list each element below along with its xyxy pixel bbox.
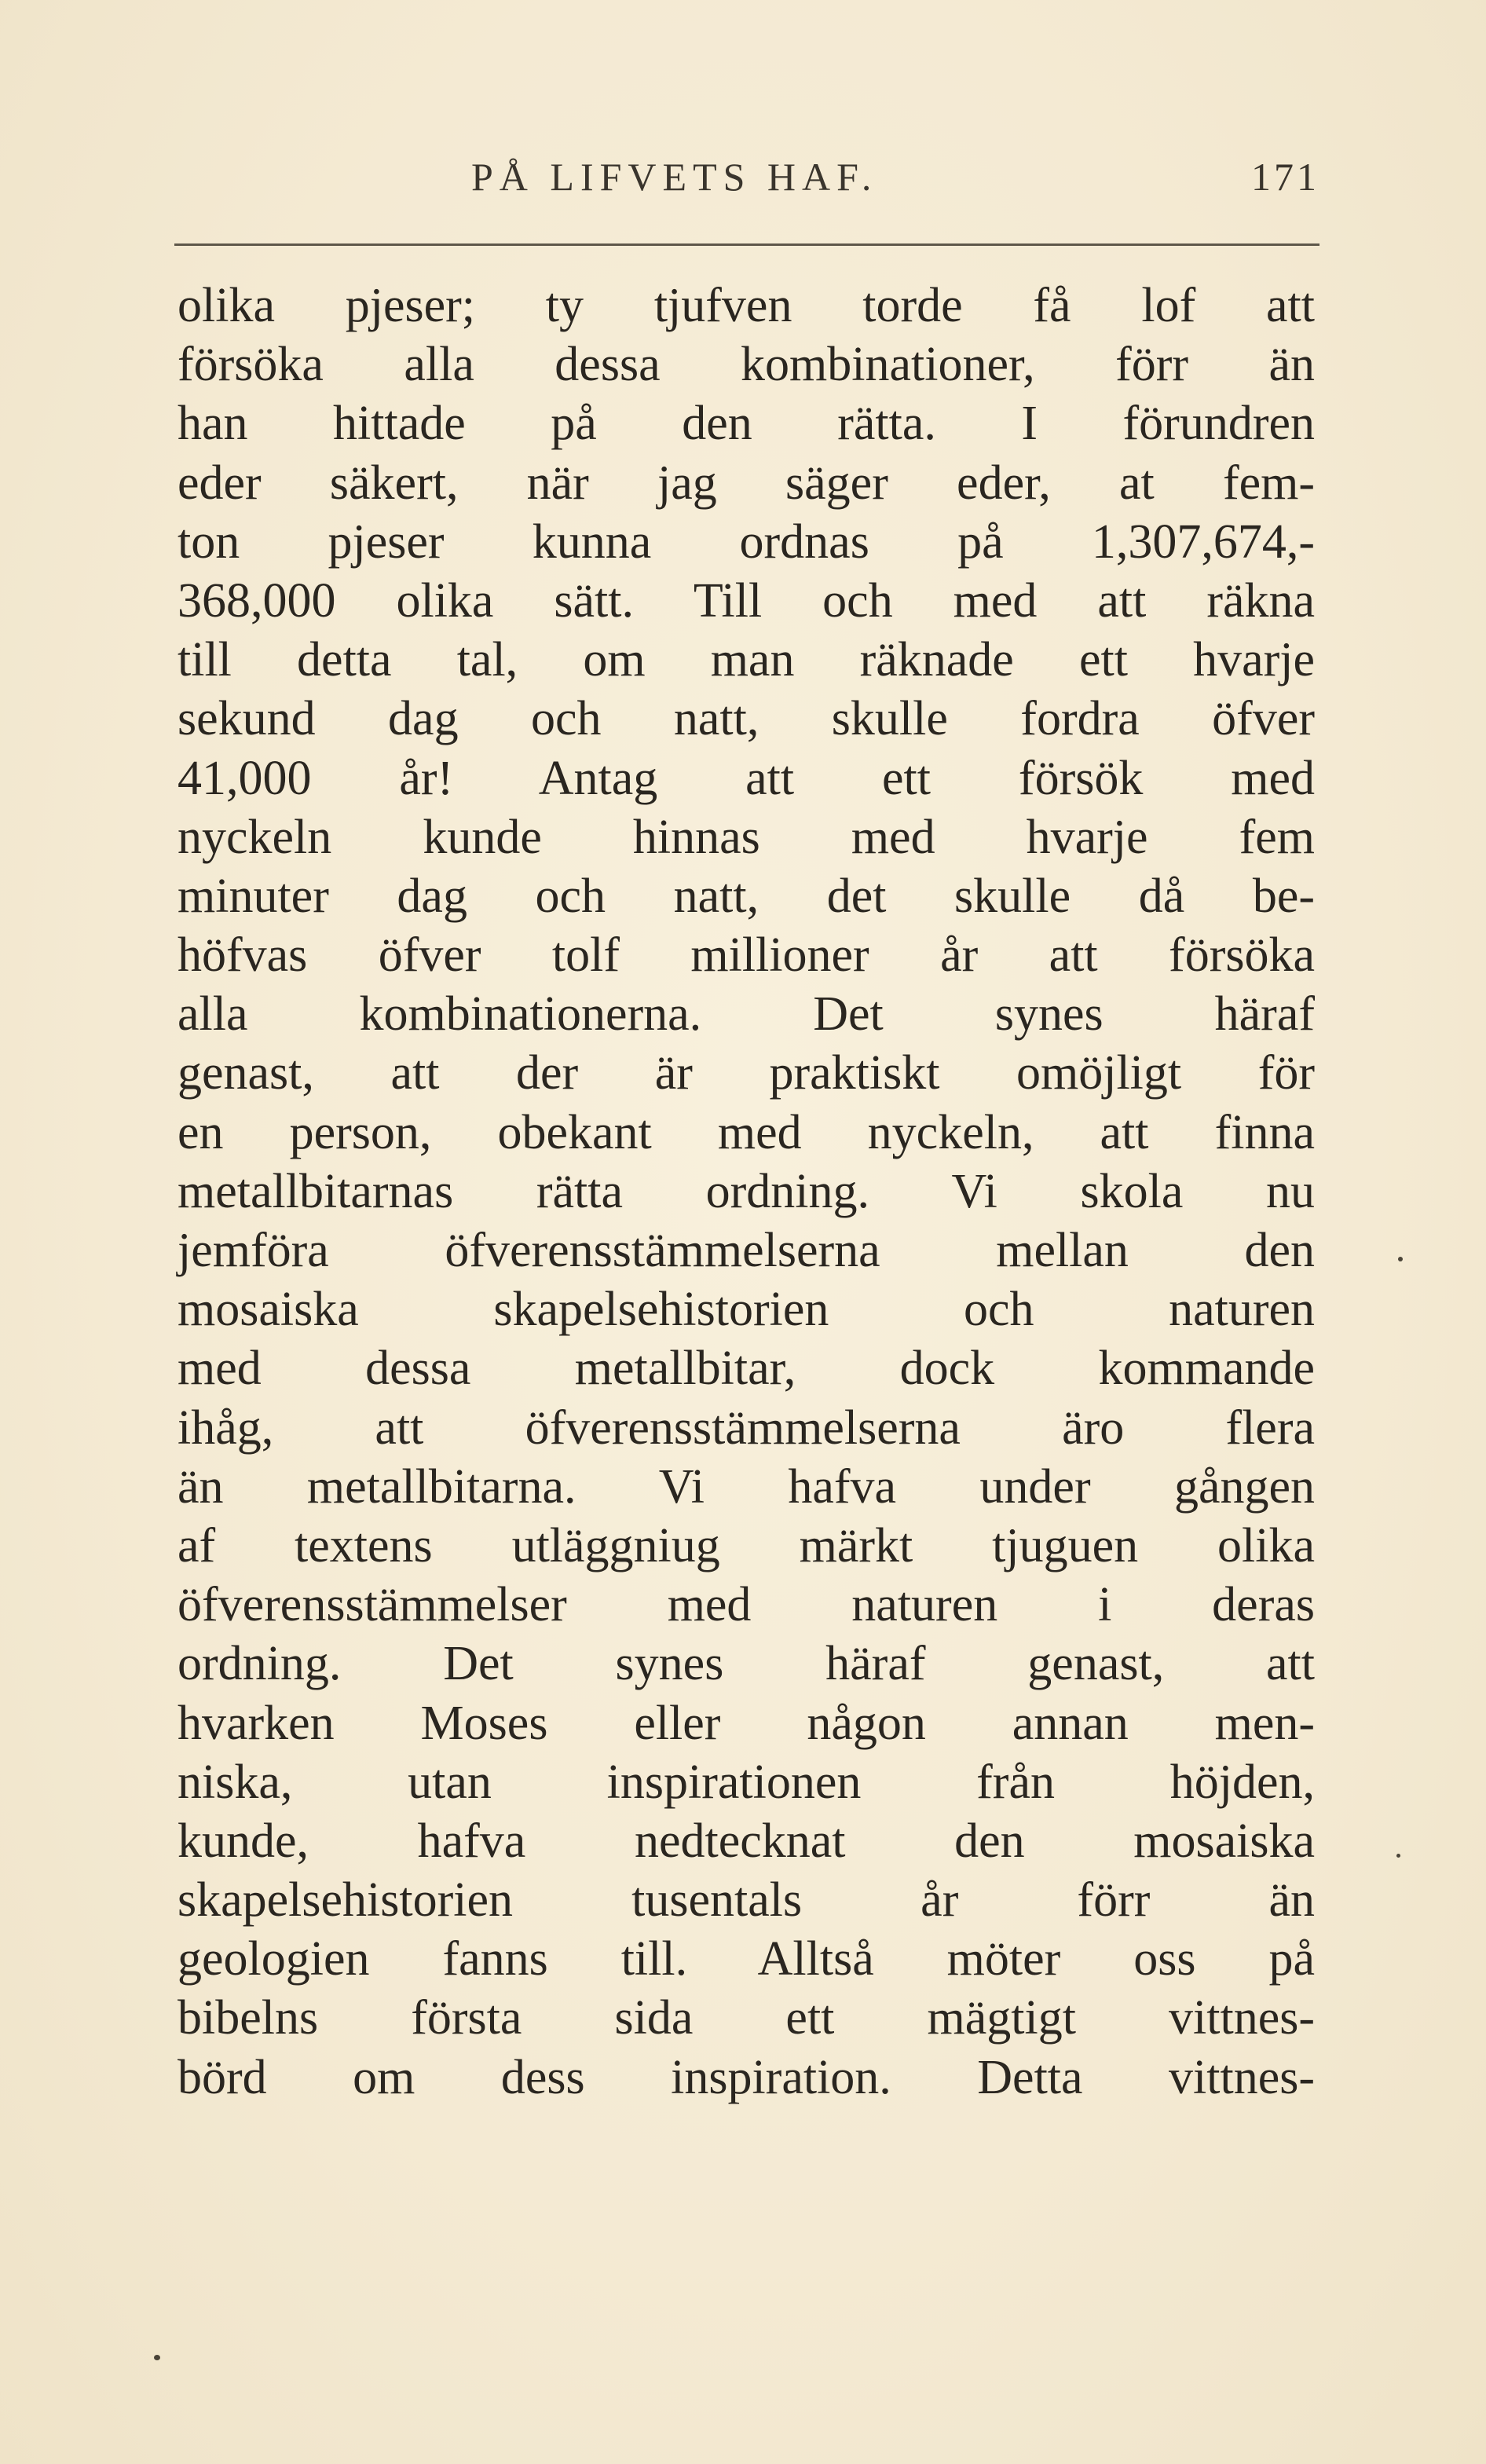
text-line: metallbitarnas rätta ordning. Vi skola nu xyxy=(178,1164,1315,1218)
text-line: nyckeln kunde hinnas med hvarje fem xyxy=(178,810,1315,864)
text-line: han hittade på den rätta. I förundren xyxy=(178,397,1315,451)
paper-speck xyxy=(154,2355,160,2360)
body-text xyxy=(178,276,1315,2107)
text-line: mosaiska skapelsehistorien och naturen xyxy=(178,1283,1315,1337)
text-line: börd om dess inspiration. Detta vittnes- xyxy=(178,2050,1315,2104)
text-line: 41,000 år! Antag att ett försök med xyxy=(178,751,1315,805)
text-line: kunde, hafva nedtecknat den mosaiska xyxy=(178,1814,1315,1868)
text-line: ton pjeser kunna ordnas på 1,307,674,- xyxy=(178,514,1315,569)
text-line: försöka alla dessa kombinationer, förr än xyxy=(178,338,1315,392)
text-line: öfverensstämmelser med naturen i deras xyxy=(178,1578,1315,1632)
text-line: höfvas öfver tolf millioner år att försöka xyxy=(178,928,1315,983)
text-line: skapelsehistorien tusentals år förr än xyxy=(178,1873,1315,1928)
text-line: geologien fanns till. Alltså möter oss på xyxy=(178,1932,1315,1986)
running-head: PÅ LIFVETS HAF. xyxy=(471,155,878,199)
text-line: till detta tal, om man räknade ett hvarje xyxy=(178,633,1315,687)
text-line: genast, att der är praktiskt omöjligt för xyxy=(178,1046,1315,1100)
text-line: sekund dag och natt, skulle fordra öfver xyxy=(178,692,1315,746)
paper-speck xyxy=(1398,1257,1403,1261)
text-line: eder säkert, när jag säger eder, at fem- xyxy=(178,456,1315,510)
text-line: olika pjeser; ty tjufven torde få lof att xyxy=(178,279,1315,332)
text-line: än metallbitarna. Vi hafva under gången xyxy=(178,1459,1315,1514)
text-line: ihåg, att öfverensstämmelserna äro flera xyxy=(178,1400,1315,1455)
text-line: jemföra öfverensstämmelserna mellan den xyxy=(178,1224,1315,1277)
text-line: niska, utan inspirationen från höjden, xyxy=(178,1755,1315,1809)
text-line: hvarken Moses eller någon annan men- xyxy=(178,1696,1315,1750)
page-number: 171 xyxy=(1251,155,1319,199)
text-line: 368,000 olika sätt. Till och med att räkna xyxy=(178,573,1315,628)
text-line: en person, obekant med nyckeln, att finna xyxy=(178,1105,1315,1159)
page-header xyxy=(471,154,1319,209)
text-line: ordning. Det synes häraf genast, att xyxy=(178,1637,1315,1691)
text-line: minuter dag och natt, det skulle då be- xyxy=(178,869,1315,923)
text-line: bibelns första sida ett mägtigt vittnes- xyxy=(178,1991,1315,2045)
text-line: af textens utläggniug märkt tjuguen olika xyxy=(178,1518,1315,1572)
header-rule xyxy=(174,243,1319,246)
paper-speck xyxy=(1396,1854,1400,1858)
text-line: alla kombinationerna. Det synes häraf xyxy=(178,987,1315,1042)
text-line: med dessa metallbitar, dock kommande xyxy=(178,1342,1315,1396)
